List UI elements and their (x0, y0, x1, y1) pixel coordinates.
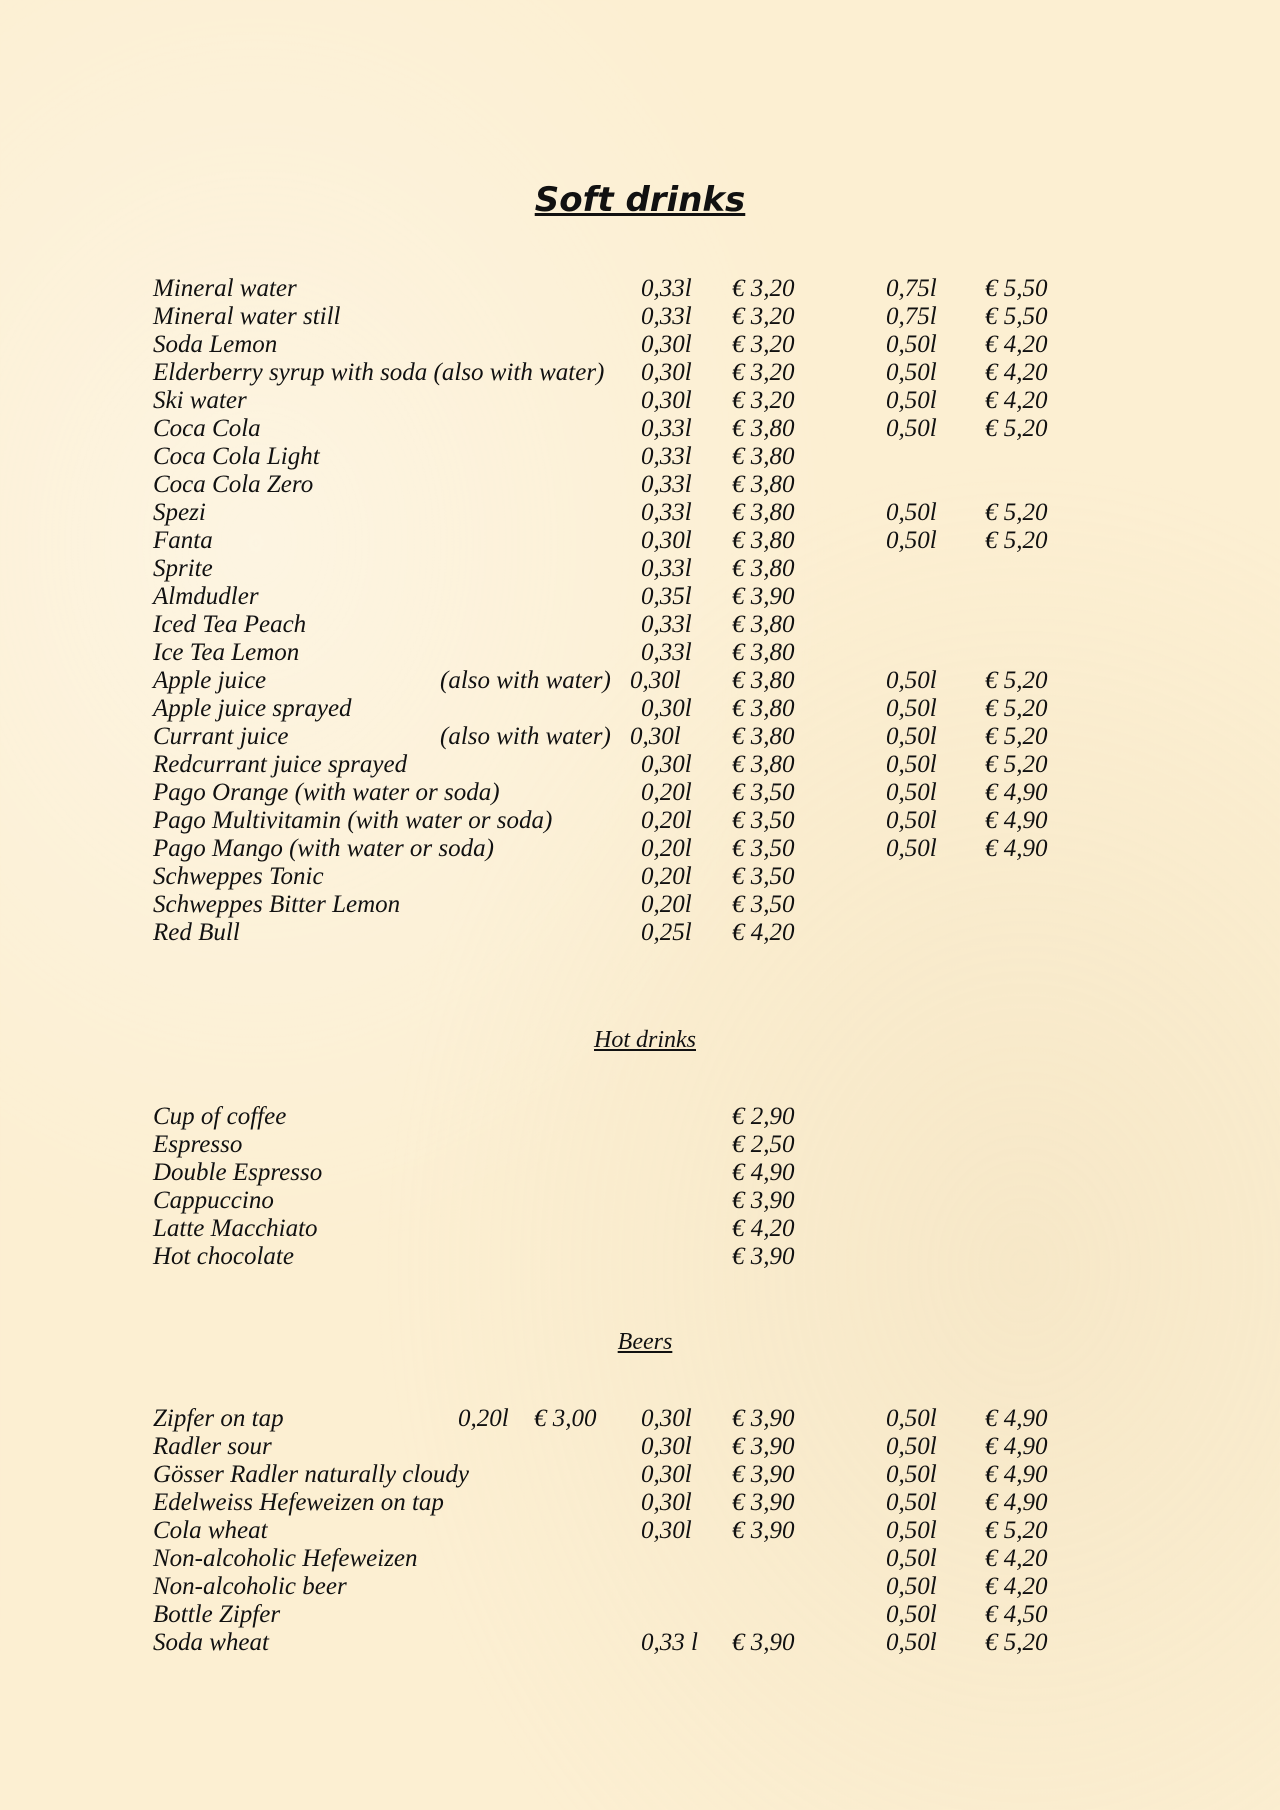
item-price-large: € 5,20 (985, 415, 1048, 442)
item-price-small: € 3,80 (732, 695, 795, 722)
item-volume-small: 0,33l (641, 415, 692, 442)
menu-item (153, 695, 1153, 723)
menu-item (153, 639, 1153, 667)
item-price-large: € 5,20 (985, 1629, 1048, 1656)
item-name: Iced Tea Peach (153, 611, 307, 638)
item-volume-large: 0,50l (886, 499, 937, 526)
menu-item (153, 387, 1153, 415)
item-name: Coca Cola (153, 415, 261, 442)
item-price-small: € 3,20 (732, 359, 795, 386)
hot-drinks-heading: Hot drinks (594, 1027, 696, 1053)
item-volume-small: 0,30l (641, 527, 692, 554)
item-name: Sprite (153, 555, 213, 582)
item-volume-large: 0,75l (886, 275, 937, 302)
hot-drinks-list (153, 1103, 1153, 1271)
item-name: Cup of coffee (153, 1103, 287, 1130)
item-price-small: € 3,80 (732, 527, 795, 554)
item-volume-small: 0,30l (641, 751, 692, 778)
item-volume-small: 0,30l (630, 723, 681, 750)
item-price-small: € 3,90 (732, 1629, 795, 1656)
item-volume-small: 0,20l (641, 863, 692, 890)
item-volume-extra-small: 0,20l (458, 1405, 509, 1432)
item-name: Soda wheat (153, 1629, 269, 1656)
menu-item (153, 303, 1153, 331)
item-volume-small: 0,25l (641, 919, 692, 946)
menu-item (153, 1545, 1153, 1573)
menu-item (153, 583, 1153, 611)
item-volume-small: 0,30l (641, 331, 692, 358)
item-name: Pago Multivitamin (with water or soda) (153, 807, 553, 834)
item-price-small: € 3,90 (732, 1489, 795, 1516)
item-name: Cappuccino (153, 1187, 274, 1214)
item-note: (also with water) (440, 667, 611, 694)
item-volume-large: 0,75l (886, 303, 937, 330)
item-name: Zipfer on tap (153, 1405, 284, 1432)
menu-item (153, 1187, 1153, 1215)
item-price-small: € 3,50 (732, 807, 795, 834)
item-name: Schweppes Bitter Lemon (153, 891, 401, 918)
item-price-small: € 4,20 (732, 919, 795, 946)
item-price-large: € 4,90 (985, 1433, 1048, 1460)
menu-item (153, 667, 1153, 695)
menu-item (153, 1405, 1153, 1433)
item-name: Latte Macchiato (153, 1215, 318, 1242)
item-volume-small: 0,33l (641, 471, 692, 498)
item-volume-small: 0,33l (641, 499, 692, 526)
item-volume-small: 0,30l (641, 1517, 692, 1544)
item-name: Apple juice (153, 667, 267, 694)
item-price-large: € 5,20 (985, 723, 1048, 750)
item-name: Elderberry syrup with soda (also with water) (153, 359, 605, 386)
menu-item (153, 611, 1153, 639)
item-price-small: € 3,80 (732, 611, 795, 638)
item-volume-small: 0,30l (641, 1461, 692, 1488)
item-price: € 4,90 (732, 1159, 795, 1186)
menu-item (153, 1461, 1153, 1489)
item-price-large: € 4,90 (985, 1461, 1048, 1488)
item-volume-large: 0,50l (886, 1545, 937, 1572)
page-title: Soft drinks (534, 180, 746, 220)
item-volume-large: 0,50l (886, 527, 937, 554)
item-volume-large: 0,50l (886, 723, 937, 750)
item-price-small: € 3,80 (732, 415, 795, 442)
item-volume-large: 0,50l (886, 835, 937, 862)
menu-item (153, 835, 1153, 863)
menu-item (153, 1103, 1153, 1131)
item-volume-small: 0,20l (641, 891, 692, 918)
item-price-large: € 4,90 (985, 835, 1048, 862)
item-price-small: € 3,80 (732, 555, 795, 582)
item-name: Non-alcoholic Hefeweizen (153, 1545, 418, 1572)
item-price: € 2,90 (732, 1103, 795, 1130)
item-volume-small: 0,33l (641, 555, 692, 582)
item-volume-large: 0,50l (886, 1573, 937, 1600)
item-volume-large: 0,50l (886, 1517, 937, 1544)
item-name: Spezi (153, 499, 206, 526)
item-price-small: € 3,20 (732, 387, 795, 414)
soft-drinks-list (153, 275, 1153, 947)
item-volume-small: 0,33l (641, 275, 692, 302)
menu-item (153, 751, 1153, 779)
beers-heading: Beers (617, 1329, 673, 1355)
item-volume-small: 0,30l (641, 695, 692, 722)
item-price-large: € 4,90 (985, 779, 1048, 806)
item-price-large: € 5,20 (985, 499, 1048, 526)
item-price-large: € 5,20 (985, 751, 1048, 778)
item-name: Schweppes Tonic (153, 863, 324, 890)
item-price-small: € 3,80 (732, 723, 795, 750)
item-volume-large: 0,50l (886, 779, 937, 806)
item-name: Almdudler (153, 583, 259, 610)
item-price: € 3,90 (732, 1187, 795, 1214)
item-name: Currant juice (153, 723, 289, 750)
menu-item (153, 471, 1153, 499)
menu-item (153, 1131, 1153, 1159)
item-name: Cola wheat (153, 1517, 268, 1544)
item-volume-large: 0,50l (886, 695, 937, 722)
item-price-large: € 5,50 (985, 275, 1048, 302)
item-price-small: € 3,80 (732, 639, 795, 666)
item-volume-large: 0,50l (886, 359, 937, 386)
item-volume-large: 0,50l (886, 807, 937, 834)
menu-item (153, 1517, 1153, 1545)
item-price-large: € 4,20 (985, 1573, 1048, 1600)
menu-item (153, 863, 1153, 891)
menu-item (153, 1601, 1153, 1629)
menu-item (153, 1215, 1153, 1243)
item-price-large: € 4,90 (985, 807, 1048, 834)
item-name: Non-alcoholic beer (153, 1573, 347, 1600)
item-volume-large: 0,50l (886, 387, 937, 414)
item-name: Ice Tea Lemon (153, 639, 300, 666)
item-price-small: € 3,90 (732, 1517, 795, 1544)
item-volume-small: 0,35l (641, 583, 692, 610)
item-price-small: € 3,50 (732, 835, 795, 862)
item-price-large: € 4,20 (985, 1545, 1048, 1572)
item-price-small: € 3,20 (732, 303, 795, 330)
item-volume-small: 0,20l (641, 807, 692, 834)
item-name: Apple juice sprayed (153, 695, 352, 722)
item-price: € 3,90 (732, 1243, 795, 1270)
item-volume-small: 0,30l (641, 387, 692, 414)
item-name: Red Bull (153, 919, 240, 946)
item-name: Edelweiss Hefeweizen on tap (153, 1489, 444, 1516)
beers-list (153, 1405, 1153, 1657)
item-price-small: € 3,80 (732, 751, 795, 778)
item-volume-large: 0,50l (886, 1433, 937, 1460)
item-name: Pago Orange (with water or soda) (153, 779, 500, 806)
item-name: Soda Lemon (153, 331, 278, 358)
item-volume-large: 0,50l (886, 1405, 937, 1432)
item-volume-small: 0,20l (641, 835, 692, 862)
menu-item (153, 1489, 1153, 1517)
menu-item (153, 779, 1153, 807)
item-note: (also with water) (440, 723, 611, 750)
item-price-large: € 5,20 (985, 1517, 1048, 1544)
item-volume-large: 0,50l (886, 1601, 937, 1628)
item-name: Fanta (153, 527, 213, 554)
item-volume-large: 0,50l (886, 415, 937, 442)
item-name: Mineral water still (153, 303, 341, 330)
item-volume-small: 0,33l (641, 303, 692, 330)
item-name: Ski water (153, 387, 247, 414)
item-price-large: € 5,20 (985, 527, 1048, 554)
item-price-small: € 3,50 (732, 779, 795, 806)
item-price-small: € 3,80 (732, 471, 795, 498)
item-volume-small: 0,33l (641, 639, 692, 666)
item-name: Redcurrant juice sprayed (153, 751, 408, 778)
item-name: Coca Cola Zero (153, 471, 314, 498)
item-price-large: € 5,20 (985, 667, 1048, 694)
item-price-small: € 3,90 (732, 1433, 795, 1460)
menu-item (153, 331, 1153, 359)
item-price-small: € 3,50 (732, 863, 795, 890)
item-price-large: € 4,20 (985, 387, 1048, 414)
item-price-small: € 3,80 (732, 499, 795, 526)
item-price-small: € 3,50 (732, 891, 795, 918)
menu-item (153, 415, 1153, 443)
item-price-large: € 4,50 (985, 1601, 1048, 1628)
item-name: Espresso (153, 1131, 243, 1158)
item-volume-large: 0,50l (886, 1489, 937, 1516)
item-name: Double Espresso (153, 1159, 323, 1186)
menu-item (153, 807, 1153, 835)
item-volume-small: 0,30l (641, 359, 692, 386)
item-price-extra-small: € 3,00 (534, 1405, 597, 1432)
item-volume-small: 0,20l (641, 779, 692, 806)
item-volume-small: 0,30l (630, 667, 681, 694)
menu-item (153, 919, 1153, 947)
item-volume-small: 0,30l (641, 1489, 692, 1516)
menu-item (153, 527, 1153, 555)
menu-item (153, 1573, 1153, 1601)
item-volume-small: 0,33 l (641, 1629, 698, 1656)
item-price-large: € 4,90 (985, 1489, 1048, 1516)
menu-item (153, 555, 1153, 583)
item-price-large: € 5,20 (985, 695, 1048, 722)
item-price-large: € 4,20 (985, 359, 1048, 386)
menu-item (153, 499, 1153, 527)
menu-item (153, 891, 1153, 919)
menu-item (153, 1243, 1153, 1271)
item-price-large: € 5,50 (985, 303, 1048, 330)
item-volume-large: 0,50l (886, 1461, 937, 1488)
item-name: Gösser Radler naturally cloudy (153, 1461, 469, 1488)
menu-item (153, 1629, 1153, 1657)
menu-item (153, 1159, 1153, 1187)
item-price-small: € 3,90 (732, 583, 795, 610)
item-name: Bottle Zipfer (153, 1601, 281, 1628)
item-price-small: € 3,20 (732, 331, 795, 358)
item-volume-small: 0,33l (641, 443, 692, 470)
item-price-large: € 4,90 (985, 1405, 1048, 1432)
item-price-small: € 3,90 (732, 1405, 795, 1432)
item-price: € 2,50 (732, 1131, 795, 1158)
item-volume-small: 0,30l (641, 1405, 692, 1432)
item-name: Coca Cola Light (153, 443, 320, 470)
item-price-small: € 3,80 (732, 667, 795, 694)
item-volume-small: 0,33l (641, 611, 692, 638)
menu-item (153, 275, 1153, 303)
item-volume-small: 0,30l (641, 1433, 692, 1460)
item-price-large: € 4,20 (985, 331, 1048, 358)
item-volume-large: 0,50l (886, 751, 937, 778)
item-name: Radler sour (153, 1433, 272, 1460)
item-name: Mineral water (153, 275, 297, 302)
item-name: Hot chocolate (153, 1243, 294, 1270)
item-price-small: € 3,20 (732, 275, 795, 302)
item-volume-large: 0,50l (886, 1629, 937, 1656)
menu-item (153, 1433, 1153, 1461)
menu-item (153, 443, 1153, 471)
item-price: € 4,20 (732, 1215, 795, 1242)
item-price-small: € 3,80 (732, 443, 795, 470)
menu-item (153, 723, 1153, 751)
item-name: Pago Mango (with water or soda) (153, 835, 494, 862)
item-price-small: € 3,90 (732, 1461, 795, 1488)
item-volume-large: 0,50l (886, 331, 937, 358)
item-volume-large: 0,50l (886, 667, 937, 694)
menu-item (153, 359, 1153, 387)
